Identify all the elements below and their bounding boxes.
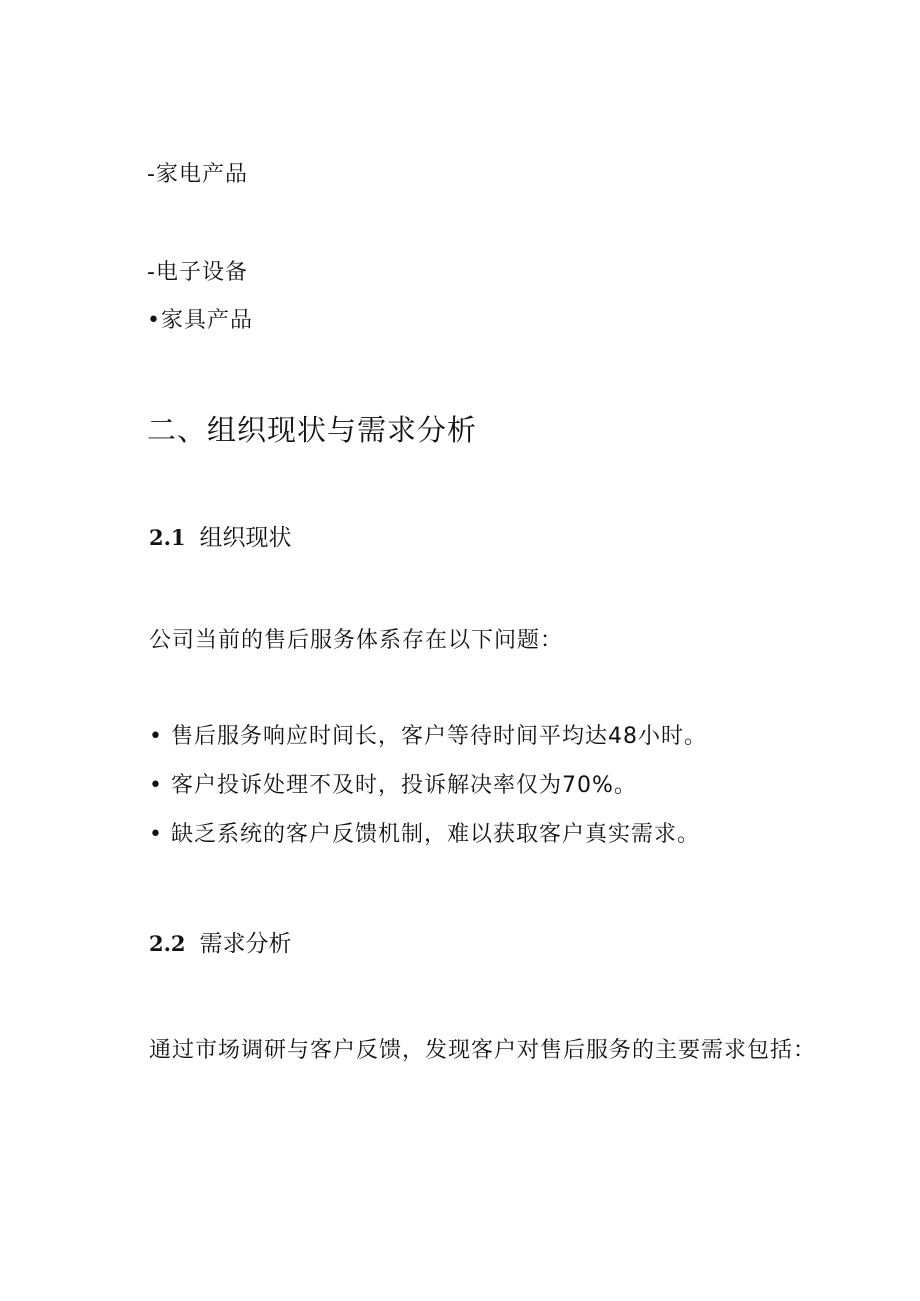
list-item xyxy=(147,164,248,186)
dash-marker: - xyxy=(147,260,156,285)
list-item xyxy=(147,262,248,284)
bullet-marker: • xyxy=(147,308,161,333)
bullet-item xyxy=(149,775,637,797)
list-item-text: 电子设备 xyxy=(155,260,248,285)
bullet-marker: • xyxy=(149,724,163,749)
list-item-text: 家电产品 xyxy=(155,162,248,187)
list-item xyxy=(147,310,253,332)
subsection-title: 组织现状 xyxy=(199,525,292,551)
bullet-marker: • xyxy=(149,822,163,847)
bullet-text: 售后服务响应时间长，客户等待时间平均达48小时。 xyxy=(171,724,707,749)
paragraph: 公司当前的售后服务体系存在以下问题： xyxy=(149,628,564,653)
bullet-item xyxy=(149,824,700,846)
section-heading: 二、组织现状与需求分析 xyxy=(147,413,478,447)
subsection-heading xyxy=(149,933,292,956)
bullet-text: 客户投诉处理不及时，投诉解决率仅为70%。 xyxy=(171,773,637,798)
list-item-text: 家具产品 xyxy=(160,308,253,333)
bullet-text: 缺乏系统的客户反馈机制，难以获取客户真实需求。 xyxy=(171,822,701,847)
subsection-title: 需求分析 xyxy=(199,931,292,957)
subsection-heading xyxy=(149,527,292,550)
bullet-marker: • xyxy=(149,773,163,798)
subsection-number: 2.1 xyxy=(149,525,186,550)
dash-marker: - xyxy=(147,162,156,187)
bullet-item xyxy=(149,726,707,748)
subsection-number: 2.2 xyxy=(149,931,186,956)
paragraph: 通过市场调研与客户反馈，发现客户对售后服务的主要需求包括： xyxy=(149,1038,817,1063)
